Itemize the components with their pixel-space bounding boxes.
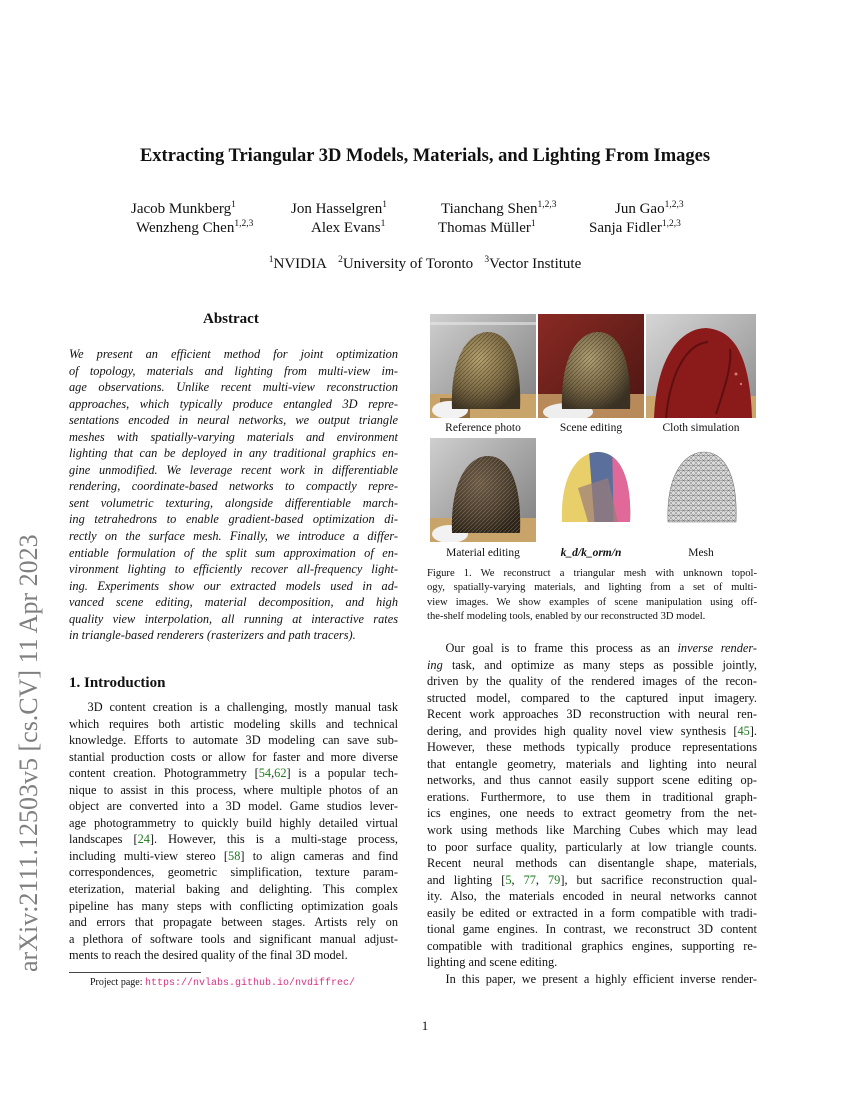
author: Sanja Fidler$^{1,2,3}$ (589, 219, 681, 236)
citation-link[interactable]: 54 (258, 766, 272, 781)
affiliations: $^1$NVIDIA $^2$University of Toronto $^3$Vector Institute (268, 255, 582, 272)
figure-caption-line: view images. We show examples of scene manipulation using off- (427, 596, 757, 608)
introduction-line: stantial production costs or allow for faster and more diverse (69, 749, 398, 764)
body-line: and lighting [5, 77, 79], but sacrifice reconstruction qual- (427, 872, 758, 887)
body-line: easily be edited or extracted in a form compatible with tradi- (427, 905, 757, 920)
paper-title: Extracting Triangular 3D Models, Materials, and Lighting From Images (139, 146, 711, 166)
abstract-line: approaches, which typically produce entangled 3D repre- (69, 396, 398, 411)
abstract-line: rendering, coordinate-based networks to compactly repre- (69, 479, 398, 494)
abstract-heading: Abstract (203, 311, 259, 327)
introduction-line: including multi-view stereo [58] to align cameras and find (69, 848, 398, 863)
citation-link[interactable]: 5 (505, 872, 512, 887)
abstract-line: rectly on the surface mesh. Finally, we introduce a differ- (69, 529, 398, 544)
body-line: lighting and scene editing. (427, 955, 558, 970)
panel-caption: Cloth simulation (662, 422, 740, 434)
abstract-line: vanced scene editing, material decomposition, and high (69, 595, 398, 610)
body-line: erations. Furthermore, to use them in traditional graph- (427, 789, 757, 804)
introduction-line: age photogrammetry to quickly build highly detailed virtual (69, 815, 398, 830)
abstract-line: We present an efficient method for joint optimization (69, 347, 398, 361)
footnote-rule (69, 972, 201, 973)
abstract-line: of topology, materials and lighting from multi-view im- (69, 363, 398, 378)
figure-1 (430, 314, 756, 564)
introduction-body (69, 699, 398, 964)
citation-link[interactable]: 77 (523, 872, 536, 887)
body-line: However, these methods typically produce representations (427, 740, 757, 755)
citation-link[interactable]: 58 (228, 848, 241, 863)
introduction-line: object are converted into a 3D model. Game studios lever- (69, 799, 398, 814)
figure-caption (427, 567, 757, 624)
figure-caption-line: Figure 1. We reconstruct a triangular mesh with unknown topol- (427, 568, 757, 579)
introduction-line: 3D content creation is a challenging, mostly manual task (69, 700, 398, 714)
body-line: compatible with traditional graphics engines, supporting re- (427, 938, 757, 953)
abstract-line: ing. Experiments show our extracted models used in ad- (69, 578, 398, 593)
material-decomposition-image (538, 438, 644, 542)
body-line: tional game engines. In contrast, we reconstruct 3D content (427, 922, 757, 937)
citation-link[interactable]: 62 (274, 766, 287, 781)
mesh-image (646, 438, 756, 542)
figure-caption-line: the-shelf modeling tools, enabled by our reconstructed 3D model. (427, 610, 706, 622)
cloth-simulation-image (646, 314, 756, 418)
introduction-line: nique to assist in this process, where multiple photos of an (69, 782, 398, 797)
author: Thomas Müller$^1$ (438, 219, 536, 236)
body-line: ity. Also, the materials encoded in neural networks cannot (427, 889, 757, 904)
panel-caption (538, 547, 644, 559)
introduction-heading: 1. Introduction (69, 675, 166, 691)
introduction-line: content creation. Photogrammetry [54,62] is a popular tech- (69, 766, 398, 781)
introduction-line: ments to reach the desired quality of the final 3D model. (69, 948, 348, 963)
abstract-line: meshes with spatially-varying materials and environment (69, 429, 398, 444)
emphasis: inverse render- (677, 641, 758, 655)
abstract-line: vironment lighting to efficiently recover all-frequency light- (69, 562, 398, 577)
body-line: In this paper, we present a highly efficient inverse render- (427, 971, 757, 986)
body-line: networks, and thus cannot easily support scene editing op- (427, 773, 757, 788)
abstract-line: sent volumetric texturing, alongside differentiable march- (69, 495, 398, 510)
abstract-line: ing tetrahedrons to enable gradient-based optimization di- (69, 512, 398, 527)
introduction-line: eterization, material baking and delighting. This complex (69, 882, 398, 897)
citation-link[interactable]: 79 (547, 872, 561, 887)
abstract-line: quality view interpolation, all running at interactive rates (69, 611, 398, 626)
introduction-line: correspondences, geometric simplification, texture param- (69, 865, 398, 880)
panel-caption: Material editing (446, 547, 520, 559)
abstract-line: age observations. Unlike recent multi-view reconstruction (69, 380, 398, 395)
abstract-line: entiable formulation of the split sum approximation of en- (69, 545, 398, 560)
introduction-line: landscapes [24]. However, this is a multi-stage process, (69, 832, 398, 847)
author: Alex Evans$^1$ (311, 219, 386, 236)
panel-caption: Mesh (688, 547, 714, 559)
scene-editing-image (538, 314, 644, 418)
body-line: Recent work approaches 3D reconstruction with neural ren- (427, 707, 757, 722)
abstract-body (69, 346, 398, 644)
abstract-line: gine unmodified. We leverage recent work in differentiable (69, 462, 398, 477)
body-line: structed model, compared to the captured input imagery. (427, 690, 757, 705)
page-number: 1 (421, 1018, 429, 1033)
introduction-line: pipeline has many steps with conflicting optimization goals (69, 898, 398, 913)
material-editing-image (430, 438, 536, 542)
arxiv-stamp: arXiv:2111.12503v5 [cs.CV] 11 Apr 2023 (14, 534, 43, 972)
author: Jun Gao$^{1,2,3}$ (615, 200, 684, 217)
author: Jacob Munkberg$^1$ (131, 200, 236, 217)
abstract-line: sentations encoded in neural networks, we output triangle (69, 413, 398, 428)
body-line: driven by the quality of the rendered images of the recon- (427, 674, 757, 689)
author: Tianchang Shen$^{1,2,3}$ (441, 200, 557, 217)
body-line: ics engines, one needs to extract geometry from the net- (427, 806, 757, 821)
abstract-line: lighting that can be deployed in any traditional graphics en- (69, 446, 398, 461)
kd-korm-n-caption: k_d/k_orm/n (560, 547, 622, 559)
body-line: dering, and provides high quality novel view synthesis [45]. (427, 723, 757, 738)
body-line: ing task, and optimize as many steps as possible jointly, (427, 657, 757, 672)
footnote: Project page: https://nvlabs.github.io/nvdiffrec/ (90, 977, 356, 989)
reference-photo-image (430, 314, 536, 418)
introduction-line: and errors that propagate between stages. Artists rely on (69, 915, 398, 930)
author: Wenzheng Chen$^{1,2,3}$ (136, 219, 254, 236)
panel-caption: Reference photo (445, 422, 521, 434)
introduction-line: which requires both artistic modeling skills and technical (69, 716, 398, 731)
body-line: Recent neural methods can disentangle shape, materials, (427, 856, 757, 871)
introduction-line: a plethora of software tools and significant manual adjust- (69, 931, 398, 946)
figure-caption-line: ogy, spatially-varying materials, and lighting from a set of multi- (427, 582, 757, 594)
body-line: Our goal is to frame this process as an inverse render- (427, 641, 758, 655)
author: Jon Hasselgren$^1$ (291, 200, 387, 217)
body-line: to poor surface quality, particularly at low triangle counts. (427, 839, 757, 854)
body-line: work using methods like Marching Cubes which may lead (427, 823, 757, 838)
emphasis: ing (427, 657, 443, 672)
abstract-line: in triangle-based renderers (rasterizers and path tracers). (69, 628, 356, 643)
body-line: that entangle geometry, materials and lighting into neural (427, 756, 757, 771)
right-column-body (427, 640, 757, 987)
citation-link[interactable]: 45 (737, 723, 750, 738)
introduction-line: knowledge. Efforts to automate 3D modeling can save sub- (69, 733, 398, 748)
panel-caption: Scene editing (559, 422, 623, 434)
project-page-link[interactable]: https://nvlabs.github.io/nvdiffrec/ (144, 978, 356, 989)
citation-link[interactable]: 24 (137, 832, 150, 847)
